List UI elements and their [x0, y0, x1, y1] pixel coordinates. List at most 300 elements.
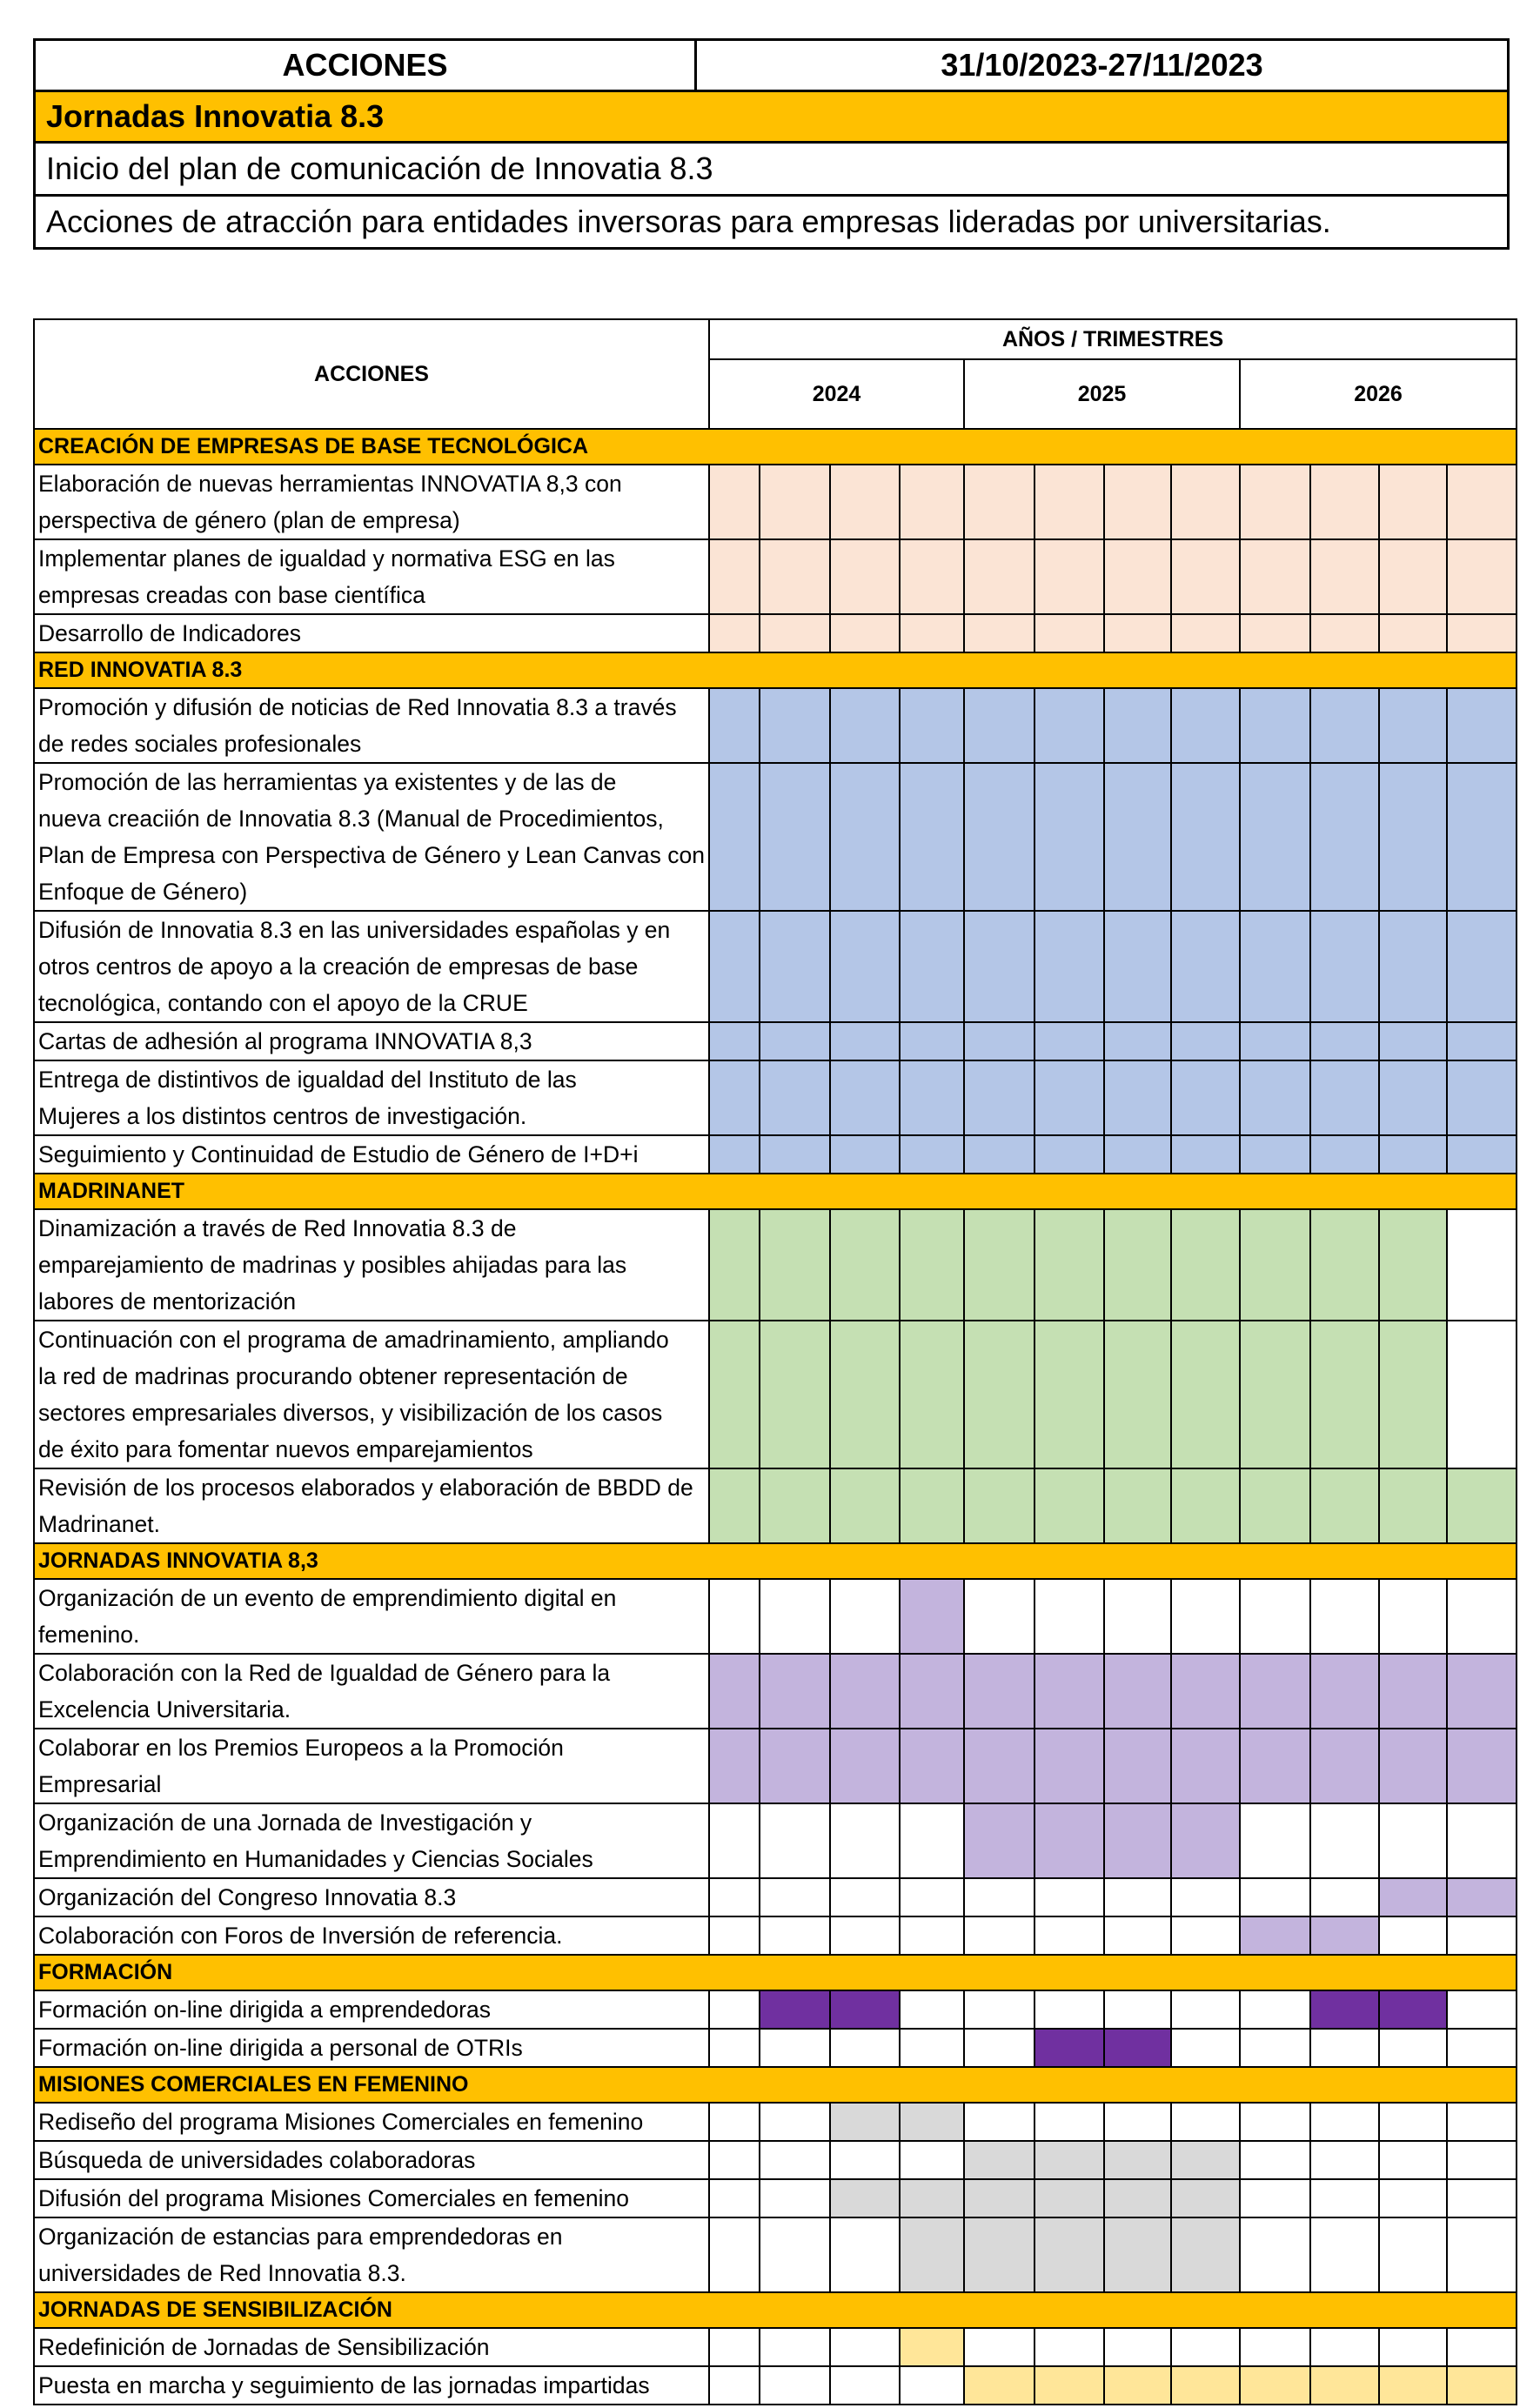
action-row	[34, 1990, 1517, 2029]
quarter-cell	[830, 1803, 900, 1878]
action-label-line: Formación on-line dirigida a emprendedoras	[38, 1997, 491, 2023]
quarter-cell	[830, 2217, 900, 2292]
action-label	[34, 1916, 709, 1955]
quarter-cell	[1240, 1803, 1310, 1878]
action-label	[34, 2103, 709, 2141]
quarter-cell	[1104, 465, 1171, 539]
quarter-cell	[1240, 1209, 1310, 1321]
quarter-cell	[1104, 911, 1171, 1022]
quarter-cell	[1447, 1803, 1517, 1878]
action-label-line: de redes sociales profesionales	[38, 731, 362, 757]
quarter-cell	[1447, 1022, 1517, 1060]
quarter-cell	[760, 688, 830, 763]
quarter-cell	[1034, 2328, 1104, 2366]
action-row	[34, 2217, 1517, 2292]
year-header: 2024	[709, 359, 964, 429]
quarter-cell	[1447, 1990, 1517, 2029]
quarter-cell	[830, 539, 900, 614]
quarter-cell	[1171, 1729, 1240, 1803]
action-row	[34, 614, 1517, 652]
quarter-cell	[760, 1022, 830, 1060]
action-row	[34, 2179, 1517, 2217]
quarter-cell	[1240, 1060, 1310, 1135]
quarter-cell	[1240, 1878, 1310, 1916]
quarter-cell	[830, 1729, 900, 1803]
quarter-cell	[964, 1468, 1034, 1543]
quarter-cell	[1104, 1060, 1171, 1135]
header-line: Inicio del plan de comunicación de Innovatia 8.3	[35, 143, 1509, 196]
quarter-cell	[900, 763, 964, 911]
quarter-cell	[1171, 1022, 1240, 1060]
quarter-cell	[1171, 1468, 1240, 1543]
quarter-cell	[1171, 539, 1240, 614]
quarter-cell	[1104, 2103, 1171, 2141]
quarter-cell	[1104, 2328, 1171, 2366]
quarter-cell	[1034, 2179, 1104, 2217]
quarter-cell	[964, 1916, 1034, 1955]
quarter-cell	[760, 614, 830, 652]
quarter-cell	[964, 1729, 1034, 1803]
quarter-cell	[964, 2328, 1034, 2366]
quarter-cell	[1379, 1579, 1447, 1654]
quarter-cell	[1310, 1729, 1379, 1803]
action-row	[34, 1468, 1517, 1543]
quarter-cell	[1034, 2366, 1104, 2405]
action-label	[34, 2366, 709, 2405]
quarter-cell	[1171, 2103, 1240, 2141]
quarter-cell	[709, 2366, 760, 2405]
action-label	[34, 1209, 709, 1321]
action-label-line: Rediseño del programa Misiones Comerciales en femenino	[38, 2109, 644, 2135]
quarter-cell	[1240, 1022, 1310, 1060]
quarter-cell	[1379, 1060, 1447, 1135]
quarter-cell	[709, 1321, 760, 1468]
quarter-cell	[1240, 2029, 1310, 2067]
action-label-line: Organización del Congreso Innovatia 8.3	[38, 1884, 457, 1910]
quarter-cell	[1171, 1990, 1240, 2029]
quarter-cell	[1240, 614, 1310, 652]
action-row	[34, 1321, 1517, 1468]
quarter-cell	[1447, 911, 1517, 1022]
action-label-line: Madrinanet.	[38, 1511, 160, 1537]
action-label-line: otros centros de apoyo a la creación de empresas de base	[38, 953, 639, 980]
quarter-cell	[964, 763, 1034, 911]
quarter-cell	[1379, 1654, 1447, 1729]
quarter-cell	[709, 1654, 760, 1729]
action-row	[34, 2328, 1517, 2366]
quarter-cell	[1379, 2029, 1447, 2067]
quarter-cell	[760, 2141, 830, 2179]
action-label-line: Cartas de adhesión al programa INNOVATIA 8,3	[38, 1028, 532, 1054]
quarter-cell	[1310, 1878, 1379, 1916]
action-label	[34, 1022, 709, 1060]
action-label-line: Excelencia Universitaria.	[38, 1696, 291, 1722]
quarter-cell	[1104, 1321, 1171, 1468]
quarter-cell	[1034, 1060, 1104, 1135]
quarter-cell	[1310, 1209, 1379, 1321]
action-label-line: femenino.	[38, 1622, 140, 1648]
quarter-cell	[760, 1654, 830, 1729]
quarter-cell	[1104, 763, 1171, 911]
quarter-cell	[900, 2328, 964, 2366]
quarter-cell	[760, 1209, 830, 1321]
quarter-cell	[1034, 1990, 1104, 2029]
quarter-cell	[1379, 688, 1447, 763]
quarter-cell	[1447, 1878, 1517, 1916]
action-label-line: Dinamización a través de Red Innovatia 8.3 de	[38, 1215, 517, 1241]
header-period: 31/10/2023-27/11/2023	[696, 40, 1509, 91]
quarter-cell	[760, 763, 830, 911]
quarter-cell	[900, 688, 964, 763]
quarter-cell	[1104, 2179, 1171, 2217]
quarter-cell	[1447, 465, 1517, 539]
section-title: JORNADAS DE SENSIBILIZACIÓN	[34, 2292, 1517, 2328]
quarter-cell	[760, 1990, 830, 2029]
quarter-cell	[1171, 1803, 1240, 1878]
quarter-cell	[1171, 1321, 1240, 1468]
quarter-cell	[1240, 911, 1310, 1022]
action-row	[34, 1060, 1517, 1135]
quarter-cell	[1310, 539, 1379, 614]
quarter-cell	[1171, 911, 1240, 1022]
quarter-cell	[1104, 1654, 1171, 1729]
section-header-row	[34, 1955, 1517, 1990]
quarter-cell	[1034, 1209, 1104, 1321]
quarter-cell	[760, 2328, 830, 2366]
quarter-cell	[964, 2217, 1034, 2292]
quarter-cell	[1104, 688, 1171, 763]
action-label-line: tecnológica, contando con el apoyo de la CRUE	[38, 990, 528, 1016]
quarter-cell	[1379, 1022, 1447, 1060]
quarter-cell	[1310, 1916, 1379, 1955]
quarter-cell	[1171, 2141, 1240, 2179]
action-label	[34, 911, 709, 1022]
quarter-cell	[1171, 1654, 1240, 1729]
quarter-cell	[1447, 763, 1517, 911]
quarter-cell	[1034, 1729, 1104, 1803]
quarter-cell	[830, 1468, 900, 1543]
quarter-cell	[1034, 1321, 1104, 1468]
quarter-cell	[1310, 763, 1379, 911]
quarter-cell	[1310, 911, 1379, 1022]
quarter-cell	[1379, 2179, 1447, 2217]
quarter-cell	[900, 2103, 964, 2141]
action-label-line: sectores empresariales diversos, y visibilización de los casos	[38, 1400, 663, 1426]
quarter-cell	[1447, 2029, 1517, 2067]
action-row	[34, 1803, 1517, 1878]
action-label-line: Difusión de Innovatia 8.3 en las universidades españolas y en	[38, 917, 671, 943]
action-label-line: Búsqueda de universidades colaboradoras	[38, 2147, 476, 2173]
quarter-cell	[760, 911, 830, 1022]
quarter-cell	[1240, 2328, 1310, 2366]
quarter-cell	[1379, 1209, 1447, 1321]
quarter-cell	[1447, 2103, 1517, 2141]
quarter-cell	[1379, 1135, 1447, 1174]
quarter-cell	[1379, 539, 1447, 614]
quarter-cell	[830, 2366, 900, 2405]
quarter-cell	[1034, 539, 1104, 614]
action-label	[34, 1579, 709, 1654]
quarter-cell	[760, 1135, 830, 1174]
quarter-cell	[1379, 1729, 1447, 1803]
quarter-cell	[709, 1803, 760, 1878]
quarter-cell	[900, 2141, 964, 2179]
action-row	[34, 2103, 1517, 2141]
action-row	[34, 2366, 1517, 2405]
quarter-cell	[1171, 1579, 1240, 1654]
action-row	[34, 1878, 1517, 1916]
quarter-cell	[1104, 2029, 1171, 2067]
quarter-cell	[900, 539, 964, 614]
quarter-cell	[1034, 1579, 1104, 1654]
quarter-cell	[900, 1135, 964, 1174]
quarter-cell	[1104, 1022, 1171, 1060]
quarter-cell	[1034, 1468, 1104, 1543]
quarter-cell	[1379, 2141, 1447, 2179]
action-label-line: Colaborar en los Premios Europeos a la Promoción	[38, 1735, 564, 1761]
quarter-cell	[1240, 2179, 1310, 2217]
quarter-cell	[1034, 1654, 1104, 1729]
quarter-cell	[1310, 2029, 1379, 2067]
action-label-line: Formación on-line dirigida a personal de OTRIs	[38, 2035, 523, 2061]
quarter-cell	[964, 2103, 1034, 2141]
quarter-cell	[760, 1729, 830, 1803]
quarter-cell	[1447, 1468, 1517, 1543]
quarter-cell	[830, 1321, 900, 1468]
quarter-cell	[709, 1990, 760, 2029]
quarter-cell	[1310, 1468, 1379, 1543]
quarter-cell	[1447, 539, 1517, 614]
quarter-cell	[1447, 2141, 1517, 2179]
quarter-cell	[1310, 2217, 1379, 2292]
quarter-cell	[830, 2029, 900, 2067]
quarter-cell	[1240, 1654, 1310, 1729]
action-label	[34, 763, 709, 911]
quarter-cell	[830, 1135, 900, 1174]
quarter-cell	[760, 1579, 830, 1654]
quarter-cell	[1171, 1916, 1240, 1955]
quarter-cell	[1240, 1321, 1310, 1468]
action-row	[34, 1135, 1517, 1174]
quarter-cell	[964, 1135, 1034, 1174]
schedule-table	[33, 318, 1517, 2405]
quarter-cell	[1379, 1803, 1447, 1878]
quarter-cell	[830, 614, 900, 652]
action-label	[34, 614, 709, 652]
quarter-cell	[1034, 763, 1104, 911]
action-label-line: Organización de estancias para emprendedoras en	[38, 2224, 563, 2250]
quarter-cell	[1171, 2217, 1240, 2292]
quarter-cell	[709, 911, 760, 1022]
quarter-cell	[1447, 1916, 1517, 1955]
section-header-row	[34, 2292, 1517, 2328]
quarter-cell	[709, 1135, 760, 1174]
action-label-line: Organización de una Jornada de Investigación y	[38, 1809, 532, 1836]
quarter-cell	[1379, 2328, 1447, 2366]
quarter-cell	[1104, 1878, 1171, 1916]
quarter-cell	[1104, 1135, 1171, 1174]
quarter-cell	[830, 1990, 900, 2029]
action-label-line: emparejamiento de madrinas y posibles ahijadas para las	[38, 1252, 627, 1278]
quarter-cell	[1171, 2366, 1240, 2405]
quarter-cell	[1240, 1579, 1310, 1654]
quarter-cell	[830, 911, 900, 1022]
action-label-line: Empresarial	[38, 1771, 162, 1797]
action-row	[34, 1579, 1517, 1654]
action-label	[34, 1654, 709, 1729]
action-row	[34, 1654, 1517, 1729]
program-title: Jornadas Innovatia 8.3	[35, 91, 1509, 143]
quarter-cell	[709, 465, 760, 539]
quarter-cell	[760, 2029, 830, 2067]
action-label	[34, 1060, 709, 1135]
quarter-cell	[1379, 1990, 1447, 2029]
year-header: 2026	[1240, 359, 1517, 429]
quarter-cell	[1379, 2366, 1447, 2405]
quarter-cell	[1171, 1209, 1240, 1321]
quarter-cell	[964, 1321, 1034, 1468]
quarter-cell	[1310, 1060, 1379, 1135]
header-table	[33, 38, 1510, 250]
quarter-cell	[1171, 1135, 1240, 1174]
action-label-line: empresas creadas con base científica	[38, 582, 425, 608]
quarter-cell	[760, 2366, 830, 2405]
quarter-cell	[1240, 763, 1310, 911]
quarter-cell	[964, 911, 1034, 1022]
action-label-line: Puesta en marcha y seguimiento de las jornadas impartidas	[38, 2372, 650, 2398]
action-label	[34, 2217, 709, 2292]
quarter-cell	[760, 1878, 830, 1916]
quarter-cell	[760, 1060, 830, 1135]
section-header-row	[34, 652, 1517, 688]
quarter-cell	[964, 1803, 1034, 1878]
period-header: AÑOS / TRIMESTRES	[709, 319, 1517, 359]
quarter-cell	[760, 1916, 830, 1955]
quarter-cell	[964, 1990, 1034, 2029]
quarter-cell	[709, 1916, 760, 1955]
quarter-cell	[964, 1878, 1034, 1916]
quarter-cell	[830, 763, 900, 911]
action-label	[34, 1990, 709, 2029]
quarter-cell	[1034, 2141, 1104, 2179]
quarter-cell	[1240, 2217, 1310, 2292]
action-label-line: Revisión de los procesos elaborados y elaboración de BBDD de	[38, 1475, 693, 1501]
quarter-cell	[1310, 1022, 1379, 1060]
quarter-cell	[1379, 1916, 1447, 1955]
header-acciones-label: ACCIONES	[35, 40, 696, 91]
action-label-line: la red de madrinas procurando obtener representación de	[38, 1363, 628, 1389]
action-row	[34, 1209, 1517, 1321]
quarter-cell	[1310, 614, 1379, 652]
action-label-line: Mujeres a los distintos centros de investigación.	[38, 1103, 527, 1129]
action-label-line: Redefinición de Jornadas de Sensibilización	[38, 2334, 490, 2360]
action-row	[34, 465, 1517, 539]
quarter-cell	[709, 1060, 760, 1135]
quarter-cell	[1171, 1878, 1240, 1916]
quarter-cell	[1171, 2029, 1240, 2067]
quarter-cell	[1447, 1321, 1517, 1468]
action-label	[34, 2328, 709, 2366]
action-label-line: Implementar planes de igualdad y normativa ESG en las	[38, 545, 615, 572]
quarter-cell	[709, 688, 760, 763]
quarter-cell	[1240, 2103, 1310, 2141]
action-label	[34, 1135, 709, 1174]
quarter-cell	[1379, 2217, 1447, 2292]
action-label-line: Seguimiento y Continuidad de Estudio de Género de I+D+i	[38, 1141, 639, 1167]
quarter-cell	[1104, 2366, 1171, 2405]
quarter-cell	[964, 539, 1034, 614]
quarter-cell	[1310, 2141, 1379, 2179]
quarter-cell	[900, 1468, 964, 1543]
year-header: 2025	[964, 359, 1240, 429]
quarter-cell	[900, 2366, 964, 2405]
quarter-cell	[964, 688, 1034, 763]
action-label-line: Colaboración con Foros de Inversión de referencia.	[38, 1923, 563, 1949]
quarter-cell	[1310, 1803, 1379, 1878]
quarter-cell	[900, 1579, 964, 1654]
quarter-cell	[830, 1579, 900, 1654]
quarter-cell	[709, 539, 760, 614]
quarter-cell	[1240, 539, 1310, 614]
quarter-cell	[1034, 2217, 1104, 2292]
action-label	[34, 1878, 709, 1916]
action-row	[34, 539, 1517, 614]
action-label	[34, 1468, 709, 1543]
quarter-cell	[1104, 1579, 1171, 1654]
section-title: CREACIÓN DE EMPRESAS DE BASE TECNOLÓGICA	[34, 429, 1517, 465]
quarter-cell	[1240, 1729, 1310, 1803]
quarter-cell	[1034, 614, 1104, 652]
quarter-cell	[830, 2141, 900, 2179]
quarter-cell	[709, 763, 760, 911]
quarter-cell	[1310, 2103, 1379, 2141]
quarter-cell	[964, 2179, 1034, 2217]
quarter-cell	[830, 1654, 900, 1729]
quarter-cell	[1034, 465, 1104, 539]
quarter-cell	[964, 1579, 1034, 1654]
action-label-line: Emprendimiento en Humanidades y Ciencias Sociales	[38, 1846, 593, 1872]
quarter-cell	[1447, 1579, 1517, 1654]
quarter-cell	[900, 1916, 964, 1955]
quarter-cell	[760, 2217, 830, 2292]
quarter-cell	[1171, 688, 1240, 763]
quarter-cell	[1310, 1321, 1379, 1468]
quarter-cell	[964, 465, 1034, 539]
quarter-cell	[964, 1022, 1034, 1060]
quarter-cell	[709, 2328, 760, 2366]
quarter-cell	[1447, 1135, 1517, 1174]
quarter-cell	[900, 2217, 964, 2292]
quarter-cell	[900, 1060, 964, 1135]
quarter-cell	[760, 539, 830, 614]
quarter-cell	[830, 1878, 900, 1916]
quarter-cell	[760, 1468, 830, 1543]
schedule-body	[34, 429, 1517, 2405]
action-label-line: perspectiva de género (plan de empresa)	[38, 507, 460, 533]
quarter-cell	[1447, 2217, 1517, 2292]
quarter-cell	[830, 1022, 900, 1060]
quarter-cell	[1034, 1022, 1104, 1060]
quarter-cell	[1379, 1468, 1447, 1543]
section-title: FORMACIÓN	[34, 1955, 1517, 1990]
quarter-cell	[900, 1878, 964, 1916]
action-label	[34, 688, 709, 763]
quarter-cell	[1310, 2328, 1379, 2366]
quarter-cell	[709, 614, 760, 652]
quarter-cell	[1310, 465, 1379, 539]
quarter-cell	[1034, 2103, 1104, 2141]
quarter-cell	[1447, 1729, 1517, 1803]
